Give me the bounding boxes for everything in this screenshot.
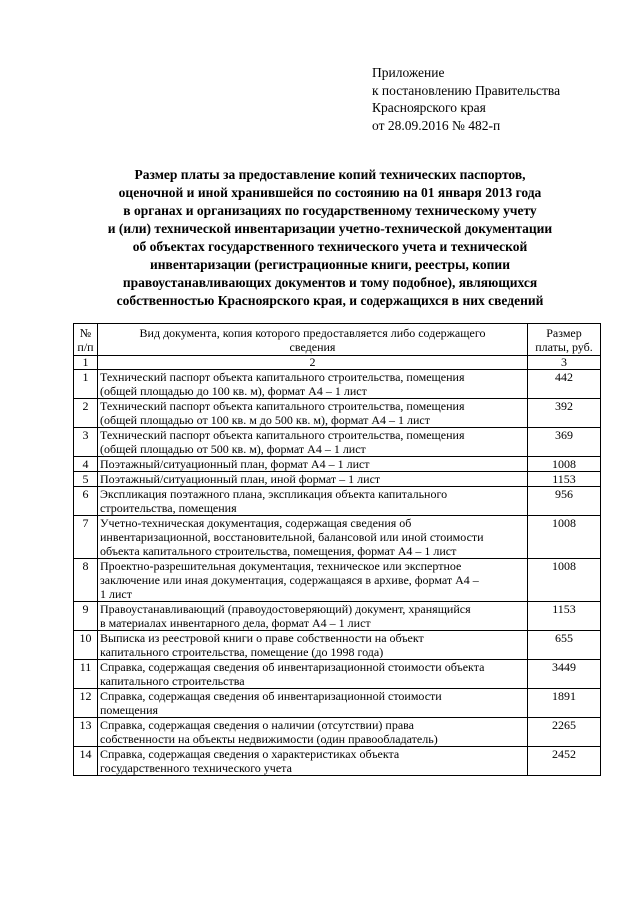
title-line: в органах и организациях по государственному техническому учету [123,203,537,218]
title-line: собственностью Красноярского края, и содержащихся в них сведений [116,293,544,308]
document-type [98,370,528,399]
fee-amount: 1153 [528,602,601,631]
appendix-line: Красноярского края [372,100,486,115]
fee-amount: 1153 [528,472,601,487]
row-number: 4 [74,457,98,472]
header-num: № п/п [74,324,98,356]
document-type-line: (общей площадью до 100 кв. м), формат А4 – 1 лист [100,384,367,398]
table-row [74,487,601,516]
row-number: 13 [74,718,98,747]
document-type-line: Справка, содержащая сведения об инвентаризационной стоимости объекта [100,660,485,674]
table-row [74,516,601,559]
fee-amount: 1008 [528,559,601,602]
fee-amount: 1891 [528,689,601,718]
column-index: 3 [528,356,601,370]
document-type-line: Экспликация поэтажного плана, экспликация объекта капитального [100,487,448,501]
table-row [74,689,601,718]
document-type-line: 1 лист [100,587,132,601]
fee-amount: 2265 [528,718,601,747]
document-type-line: (общей площадью от 500 кв. м), формат А4 – 1 лист [100,442,366,456]
appendix-line: Приложение [372,65,445,80]
table-row [74,428,601,457]
row-number: 3 [74,428,98,457]
title-line: и (или) технической инвентаризации учетно-технической документации [107,221,553,236]
document-type-line: Учетно-техническая документация, содержащая сведения об [100,516,412,530]
row-number: 7 [74,516,98,559]
title-line: инвентаризации (регистрационные книги, реестры, копии [150,257,510,272]
document-type-line: Технический паспорт объекта капитального строительства, помещения [100,399,465,413]
column-index: 1 [74,356,98,370]
document-type-line: Технический паспорт объекта капитального строительства, помещения [100,428,465,442]
document-title [70,166,590,310]
document-type-line: Технический паспорт объекта капитального строительства, помещения [100,370,465,384]
row-number: 12 [74,689,98,718]
document-type-line: собственности на объекты недвижимости (один правообладатель) [100,732,438,746]
row-number: 5 [74,472,98,487]
document-type-line: капитального строительства, помещение (до 1998 года) [100,645,384,659]
row-number: 8 [74,559,98,602]
document-type [98,602,528,631]
fee-amount: 2452 [528,747,601,776]
fee-amount: 3449 [528,660,601,689]
table-row [74,660,601,689]
document-type [98,457,528,472]
document-type-line: Справка, содержащая сведения о характеристиках объекта [100,747,400,761]
document-type-line: в материалах инвентарного дела, формат А4 – 1 лист [100,616,371,630]
row-number: 10 [74,631,98,660]
fee-table [73,323,601,776]
document-type [98,559,528,602]
table-row [74,631,601,660]
document-type-line: Правоустанавливающий (правоудостоверяющий) документ, хранящийся [100,602,471,616]
header-fee: Размер платы, руб. [528,324,601,356]
row-number: 9 [74,602,98,631]
fee-amount: 442 [528,370,601,399]
table-row [74,457,601,472]
row-number: 11 [74,660,98,689]
document-type [98,689,528,718]
table-row [74,399,601,428]
appendix-header [372,64,560,134]
document-type-line: Поэтажный/ситуационный план, иной формат – 1 лист [100,472,381,486]
appendix-line: к постановлению Правительства [372,82,561,98]
document-type-line: Поэтажный/ситуационный план, формат А4 – 1 лист [100,457,370,471]
row-number: 14 [74,747,98,776]
table-row [74,747,601,776]
document-type-line: объекта капитального строительства, помещения, формат А4 – 1 лист [100,544,457,558]
document-type [98,631,528,660]
fee-amount: 1008 [528,516,601,559]
fee-amount: 392 [528,399,601,428]
title-line: правоустанавливающих документов и тому подобное), являющихся [122,275,538,290]
column-index-row [74,356,601,370]
document-type-line: строительства, помещения [100,501,237,515]
row-number: 6 [74,487,98,516]
document-type-line: помещения [100,703,159,717]
table-row [74,602,601,631]
table-header-row [74,324,601,356]
fee-amount: 655 [528,631,601,660]
row-number: 2 [74,399,98,428]
document-type-line: государственного технического учета [100,761,292,775]
table-row [74,472,601,487]
fee-table-body [74,370,601,776]
document-type-line: (общей площадью от 100 кв. м до 500 кв. м), формат А4 – 1 лист [100,413,430,427]
header-document-type: Вид документа, копия которого предоставляется либо содержащего сведения [98,324,528,356]
table-row [74,370,601,399]
document-type-line: инвентаризационной, восстановительной, балансовой или иной стоимости [100,530,484,544]
document-type [98,472,528,487]
document-type [98,399,528,428]
table-row [74,559,601,602]
document-type-line: Выписка из реестровой книги о праве собственности на объект [100,631,424,645]
document-type [98,718,528,747]
document-type-line: Проектно-разрешительная документация, техническое или экспертное [100,559,462,573]
title-line: оценочной и иной хранившейся по состоянию на 01 января 2013 года [118,185,542,200]
appendix-line: от 28.09.2016 № 482-п [372,117,501,133]
title-line: об объектах государственного технического учета и технической [132,239,528,254]
document-type [98,428,528,457]
fee-amount: 956 [528,487,601,516]
document-type [98,516,528,559]
document-type [98,487,528,516]
document-type [98,660,528,689]
fee-amount: 1008 [528,457,601,472]
document-type-line: Справка, содержащая сведения об инвентаризационной стоимости [100,689,442,703]
document-type-line: капитального строительства [100,674,245,688]
document-type [98,747,528,776]
table-row [74,718,601,747]
column-index: 2 [98,356,528,370]
document-type-line: заключение или иная документация, содержащаяся в архиве, формат А4 – [100,573,479,587]
title-line: Размер платы за предоставление копий технических паспортов, [134,167,526,182]
row-number: 1 [74,370,98,399]
fee-amount: 369 [528,428,601,457]
document-type-line: Справка, содержащая сведения о наличии (отсутствии) права [100,718,414,732]
